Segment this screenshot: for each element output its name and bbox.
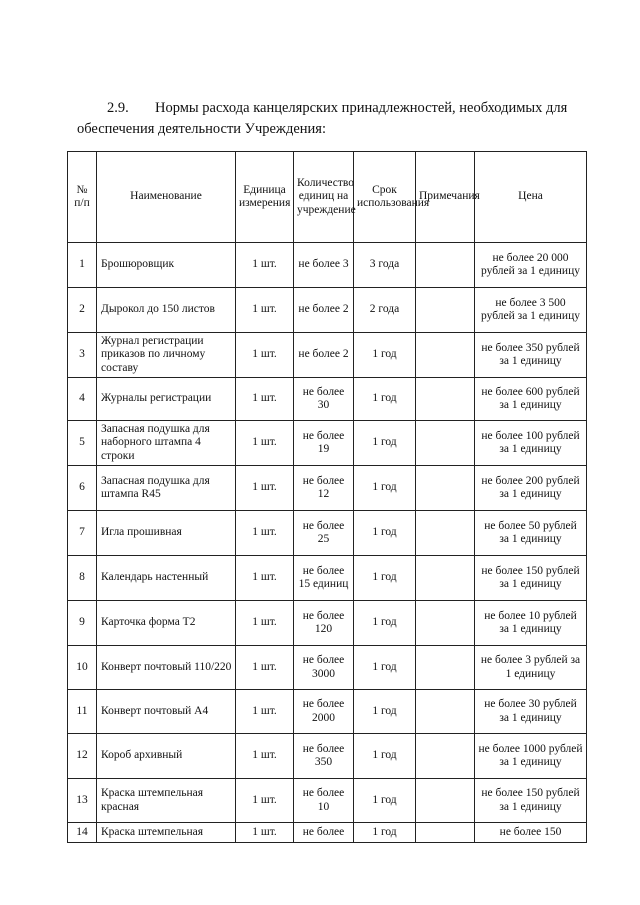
cell-price: не более 200 рублей за 1 единицу — [475, 466, 587, 511]
header-num: № п/п — [68, 152, 97, 243]
cell-note — [416, 288, 475, 333]
cell-num: 4 — [68, 378, 97, 421]
heading-line-2: обеспечения деятельности Учреждения: — [77, 121, 326, 137]
cell-qty: не более 3000 — [294, 646, 354, 690]
cell-note — [416, 646, 475, 690]
table-row — [68, 690, 587, 734]
cell-price: не более 10 рублей за 1 единицу — [475, 601, 587, 646]
cell-qty: не более 25 — [294, 511, 354, 556]
cell-qty: не более 15 единиц — [294, 556, 354, 601]
cell-note — [416, 734, 475, 779]
table-row — [68, 556, 587, 601]
cell-num: 5 — [68, 421, 97, 466]
cell-qty: не более 2 — [294, 288, 354, 333]
cell-name: Краска штемпельная красная — [97, 779, 236, 823]
cell-price: не более 350 рублей за 1 единицу — [475, 333, 587, 378]
cell-unit: 1 шт. — [236, 646, 294, 690]
table-header-row — [68, 152, 587, 243]
cell-term: 1 год — [354, 466, 416, 511]
cell-name: Журнал регистрации приказов по личному составу — [97, 333, 236, 378]
cell-num: 1 — [68, 243, 97, 288]
cell-qty: не более 10 — [294, 779, 354, 823]
cell-qty: не более 3 — [294, 243, 354, 288]
cell-term: 1 год — [354, 511, 416, 556]
cell-unit: 1 шт. — [236, 511, 294, 556]
header-unit: Единица измерения — [236, 152, 294, 243]
cell-name: Брошюровщик — [97, 243, 236, 288]
cell-unit: 1 шт. — [236, 466, 294, 511]
cell-term: 3 года — [354, 243, 416, 288]
cell-note — [416, 243, 475, 288]
cell-term: 1 год — [354, 556, 416, 601]
cell-qty: не более 120 — [294, 601, 354, 646]
cell-num: 11 — [68, 690, 97, 734]
cell-price: не более 50 рублей за 1 единицу — [475, 511, 587, 556]
cell-qty: не более 2000 — [294, 690, 354, 734]
cell-note — [416, 690, 475, 734]
cell-term: 2 года — [354, 288, 416, 333]
cell-note — [416, 333, 475, 378]
table-row — [68, 646, 587, 690]
table-row — [68, 333, 587, 378]
cell-name: Краска штемпельная — [97, 823, 236, 843]
table-row — [68, 823, 587, 843]
cell-price: не более 30 рублей за 1 единицу — [475, 690, 587, 734]
cell-qty: не более 2 — [294, 333, 354, 378]
cell-num: 13 — [68, 779, 97, 823]
cell-term: 1 год — [354, 421, 416, 466]
cell-unit: 1 шт. — [236, 690, 294, 734]
cell-note — [416, 779, 475, 823]
cell-qty: не более — [294, 823, 354, 843]
table-row — [68, 378, 587, 421]
cell-term: 1 год — [354, 333, 416, 378]
cell-term: 1 год — [354, 378, 416, 421]
cell-qty: не более 350 — [294, 734, 354, 779]
cell-price: не более 20 000 рублей за 1 единицу — [475, 243, 587, 288]
cell-note — [416, 378, 475, 421]
table-row — [68, 421, 587, 466]
cell-price: не более 100 рублей за 1 единицу — [475, 421, 587, 466]
cell-note — [416, 421, 475, 466]
cell-unit: 1 шт. — [236, 243, 294, 288]
cell-note — [416, 511, 475, 556]
cell-unit: 1 шт. — [236, 601, 294, 646]
cell-note — [416, 601, 475, 646]
cell-name: Короб архивный — [97, 734, 236, 779]
cell-price: не более 150 — [475, 823, 587, 843]
cell-name: Дырокол до 150 листов — [97, 288, 236, 333]
cell-unit: 1 шт. — [236, 779, 294, 823]
heading-line-1: Нормы расхода канцелярских принадлежностей, необходимых для — [155, 100, 568, 116]
cell-note — [416, 466, 475, 511]
section-heading — [77, 98, 591, 140]
cell-price: не более 600 рублей за 1 единицу — [475, 378, 587, 421]
header-note: Примечания — [416, 152, 475, 243]
table-row — [68, 601, 587, 646]
table-row — [68, 734, 587, 779]
cell-price: не более 1000 рублей за 1 единицу — [475, 734, 587, 779]
table-row — [68, 511, 587, 556]
cell-name: Журналы регистрации — [97, 378, 236, 421]
cell-name: Календарь настенный — [97, 556, 236, 601]
cell-unit: 1 шт. — [236, 378, 294, 421]
cell-unit: 1 шт. — [236, 421, 294, 466]
supplies-norms-table — [67, 151, 587, 843]
cell-name: Конверт почтовый 110/220 — [97, 646, 236, 690]
cell-unit: 1 шт. — [236, 823, 294, 843]
cell-unit: 1 шт. — [236, 556, 294, 601]
cell-note — [416, 823, 475, 843]
table-row — [68, 466, 587, 511]
cell-num: 7 — [68, 511, 97, 556]
cell-num: 2 — [68, 288, 97, 333]
cell-term: 1 год — [354, 690, 416, 734]
cell-term: 1 год — [354, 779, 416, 823]
cell-name: Конверт почтовый А4 — [97, 690, 236, 734]
cell-name: Карточка форма Т2 — [97, 601, 236, 646]
cell-num: 14 — [68, 823, 97, 843]
table-row — [68, 288, 587, 333]
cell-num: 8 — [68, 556, 97, 601]
cell-unit: 1 шт. — [236, 734, 294, 779]
header-name: Наименование — [97, 152, 236, 243]
cell-qty: не более 19 — [294, 421, 354, 466]
cell-name: Запасная подушка для наборного штампа 4 строки — [97, 421, 236, 466]
cell-unit: 1 шт. — [236, 288, 294, 333]
cell-term: 1 год — [354, 823, 416, 843]
cell-qty: не более 30 — [294, 378, 354, 421]
cell-term: 1 год — [354, 646, 416, 690]
cell-unit: 1 шт. — [236, 333, 294, 378]
table-row — [68, 243, 587, 288]
table-row — [68, 779, 587, 823]
cell-qty: не более 12 — [294, 466, 354, 511]
header-term: Срок использования — [354, 152, 416, 243]
header-price: Цена — [475, 152, 587, 243]
cell-term: 1 год — [354, 734, 416, 779]
cell-num: 3 — [68, 333, 97, 378]
cell-name: Игла прошивная — [97, 511, 236, 556]
cell-price: не более 150 рублей за 1 единицу — [475, 556, 587, 601]
cell-name: Запасная подушка для штампа R45 — [97, 466, 236, 511]
cell-num: 10 — [68, 646, 97, 690]
cell-num: 9 — [68, 601, 97, 646]
cell-price: не более 150 рублей за 1 единицу — [475, 779, 587, 823]
cell-note — [416, 556, 475, 601]
section-number: 2.9. — [107, 100, 129, 116]
cell-price: не более 3 500 рублей за 1 единицу — [475, 288, 587, 333]
cell-num: 12 — [68, 734, 97, 779]
cell-price: не более 3 рублей за 1 единицу — [475, 646, 587, 690]
cell-term: 1 год — [354, 601, 416, 646]
cell-num: 6 — [68, 466, 97, 511]
header-qty: Количество единиц на учреждение — [294, 152, 354, 243]
